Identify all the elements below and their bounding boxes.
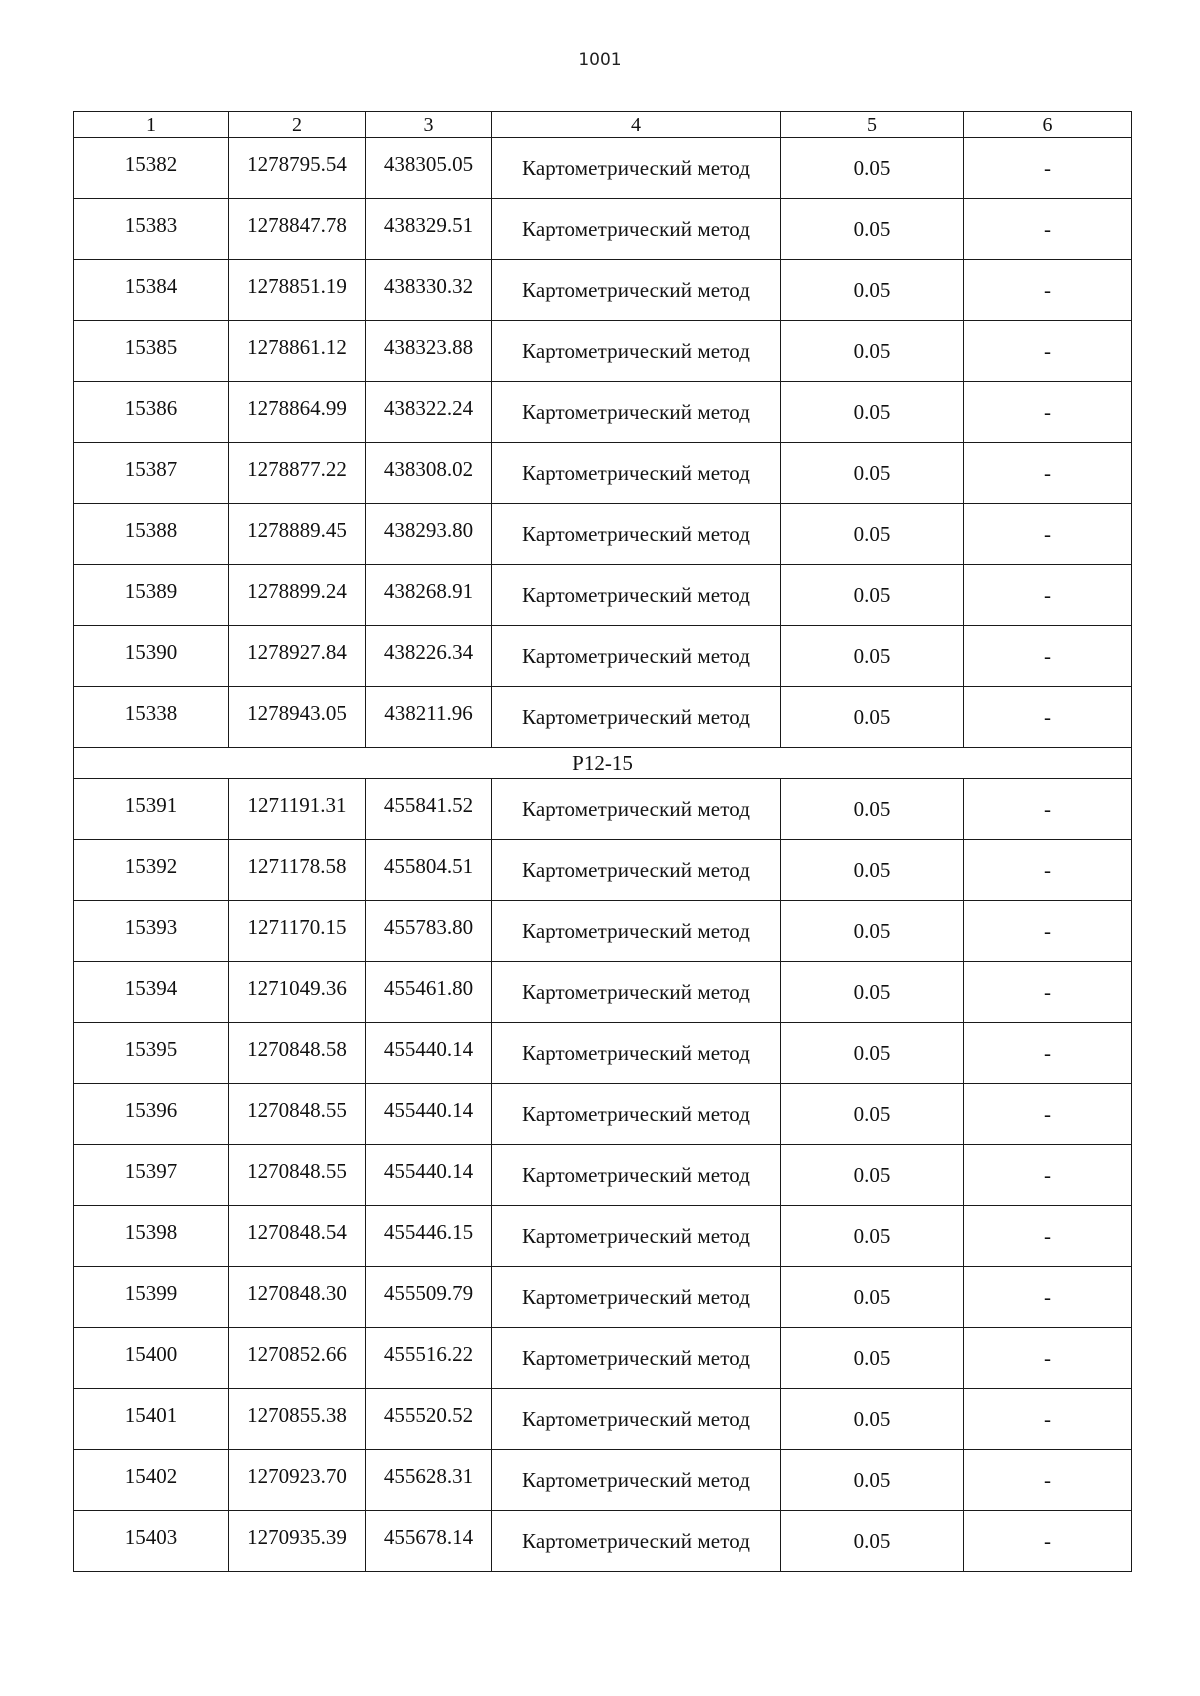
accuracy-cell: 0.05 [781,1389,964,1450]
note-cell: - [964,1206,1132,1267]
method-cell: Картометрический метод [492,443,781,504]
accuracy-cell: 0.05 [781,565,964,626]
method-cell: Картометрический метод [492,321,781,382]
note-cell: - [964,687,1132,748]
point-number-cell: 15338 [74,687,229,748]
y-coordinate-cell: 455509.79 [366,1267,492,1328]
table-row [74,901,1132,962]
accuracy-cell: 0.05 [781,199,964,260]
x-coordinate-cell: 1271191.31 [229,779,366,840]
note-cell: - [964,199,1132,260]
y-coordinate-cell: 455520.52 [366,1389,492,1450]
point-number-cell: 15391 [74,779,229,840]
x-coordinate-cell: 1270852.66 [229,1328,366,1389]
note-cell: - [964,840,1132,901]
method-cell: Картометрический метод [492,626,781,687]
y-coordinate-cell: 455440.14 [366,1084,492,1145]
accuracy-cell: 0.05 [781,382,964,443]
method-cell: Картометрический метод [492,1511,781,1572]
point-number-cell: 15389 [74,565,229,626]
accuracy-cell: 0.05 [781,1267,964,1328]
accuracy-cell: 0.05 [781,260,964,321]
column-header: 5 [781,112,964,138]
method-cell: Картометрический метод [492,962,781,1023]
point-number-cell: 15396 [74,1084,229,1145]
x-coordinate-cell: 1278847.78 [229,199,366,260]
method-cell: Картометрический метод [492,1145,781,1206]
method-cell: Картометрический метод [492,1267,781,1328]
note-cell: - [964,260,1132,321]
point-number-cell: 15386 [74,382,229,443]
accuracy-cell: 0.05 [781,901,964,962]
column-header: 4 [492,112,781,138]
y-coordinate-cell: 455440.14 [366,1145,492,1206]
table-row [74,443,1132,504]
point-number-cell: 15387 [74,443,229,504]
note-cell: - [964,504,1132,565]
method-cell: Картометрический метод [492,565,781,626]
table-row [74,260,1132,321]
y-coordinate-cell: 455678.14 [366,1511,492,1572]
note-cell: - [964,1084,1132,1145]
method-cell: Картометрический метод [492,1328,781,1389]
point-number-cell: 15394 [74,962,229,1023]
note-cell: - [964,138,1132,199]
y-coordinate-cell: 438308.02 [366,443,492,504]
point-number-cell: 15384 [74,260,229,321]
point-number-cell: 15393 [74,901,229,962]
x-coordinate-cell: 1278861.12 [229,321,366,382]
table-row [74,138,1132,199]
table-row [74,382,1132,443]
x-coordinate-cell: 1271170.15 [229,901,366,962]
point-number-cell: 15401 [74,1389,229,1450]
x-coordinate-cell: 1278889.45 [229,504,366,565]
table-row [74,840,1132,901]
x-coordinate-cell: 1278864.99 [229,382,366,443]
method-cell: Картометрический метод [492,199,781,260]
note-cell: - [964,1450,1132,1511]
table-row [74,504,1132,565]
accuracy-cell: 0.05 [781,1084,964,1145]
x-coordinate-cell: 1271178.58 [229,840,366,901]
note-cell: - [964,321,1132,382]
note-cell: - [964,443,1132,504]
y-coordinate-cell: 455516.22 [366,1328,492,1389]
accuracy-cell: 0.05 [781,138,964,199]
section-header-row [74,748,1132,779]
table-row [74,626,1132,687]
coordinates-table [73,111,1132,1572]
x-coordinate-cell: 1270923.70 [229,1450,366,1511]
table-row [74,1206,1132,1267]
y-coordinate-cell: 455804.51 [366,840,492,901]
y-coordinate-cell: 455461.80 [366,962,492,1023]
method-cell: Картометрический метод [492,138,781,199]
method-cell: Картометрический метод [492,1084,781,1145]
accuracy-cell: 0.05 [781,443,964,504]
y-coordinate-cell: 438323.88 [366,321,492,382]
method-cell: Картометрический метод [492,260,781,321]
accuracy-cell: 0.05 [781,1023,964,1084]
column-header: 2 [229,112,366,138]
section-title: Р12-15 [74,748,1132,779]
table-row [74,1511,1132,1572]
point-number-cell: 15382 [74,138,229,199]
y-coordinate-cell: 455783.80 [366,901,492,962]
note-cell: - [964,1389,1132,1450]
x-coordinate-cell: 1270848.30 [229,1267,366,1328]
x-coordinate-cell: 1270848.55 [229,1145,366,1206]
x-coordinate-cell: 1278795.54 [229,138,366,199]
x-coordinate-cell: 1278877.22 [229,443,366,504]
column-header: 1 [74,112,229,138]
method-cell: Картометрический метод [492,779,781,840]
table-body [74,112,1132,1572]
method-cell: Картометрический метод [492,1450,781,1511]
column-header: 6 [964,112,1132,138]
x-coordinate-cell: 1270855.38 [229,1389,366,1450]
column-header: 3 [366,112,492,138]
table-row [74,1145,1132,1206]
x-coordinate-cell: 1278927.84 [229,626,366,687]
table-row [74,1328,1132,1389]
point-number-cell: 15399 [74,1267,229,1328]
y-coordinate-cell: 438322.24 [366,382,492,443]
note-cell: - [964,1328,1132,1389]
accuracy-cell: 0.05 [781,779,964,840]
x-coordinate-cell: 1270935.39 [229,1511,366,1572]
method-cell: Картометрический метод [492,1206,781,1267]
note-cell: - [964,1511,1132,1572]
note-cell: - [964,1267,1132,1328]
y-coordinate-cell: 438293.80 [366,504,492,565]
table-row [74,779,1132,840]
note-cell: - [964,1145,1132,1206]
y-coordinate-cell: 455628.31 [366,1450,492,1511]
x-coordinate-cell: 1270848.58 [229,1023,366,1084]
table-row [74,1389,1132,1450]
y-coordinate-cell: 438211.96 [366,687,492,748]
accuracy-cell: 0.05 [781,840,964,901]
accuracy-cell: 0.05 [781,1328,964,1389]
accuracy-cell: 0.05 [781,504,964,565]
y-coordinate-cell: 438268.91 [366,565,492,626]
table-row [74,1267,1132,1328]
method-cell: Картометрический метод [492,687,781,748]
y-coordinate-cell: 455446.15 [366,1206,492,1267]
page-number: 1001 [578,50,622,70]
table-row [74,1084,1132,1145]
x-coordinate-cell: 1271049.36 [229,962,366,1023]
y-coordinate-cell: 455841.52 [366,779,492,840]
table-row [74,1450,1132,1511]
y-coordinate-cell: 438305.05 [366,138,492,199]
table-row [74,565,1132,626]
accuracy-cell: 0.05 [781,1145,964,1206]
point-number-cell: 15397 [74,1145,229,1206]
method-cell: Картометрический метод [492,1389,781,1450]
accuracy-cell: 0.05 [781,962,964,1023]
note-cell: - [964,565,1132,626]
table-row [74,321,1132,382]
x-coordinate-cell: 1270848.55 [229,1084,366,1145]
accuracy-cell: 0.05 [781,1511,964,1572]
x-coordinate-cell: 1270848.54 [229,1206,366,1267]
point-number-cell: 15400 [74,1328,229,1389]
point-number-cell: 15388 [74,504,229,565]
y-coordinate-cell: 438329.51 [366,199,492,260]
x-coordinate-cell: 1278899.24 [229,565,366,626]
point-number-cell: 15385 [74,321,229,382]
note-cell: - [964,1023,1132,1084]
accuracy-cell: 0.05 [781,321,964,382]
point-number-cell: 15402 [74,1450,229,1511]
method-cell: Картометрический метод [492,1023,781,1084]
method-cell: Картометрический метод [492,901,781,962]
table-row [74,962,1132,1023]
table-row [74,1023,1132,1084]
note-cell: - [964,626,1132,687]
accuracy-cell: 0.05 [781,687,964,748]
method-cell: Картометрический метод [492,840,781,901]
point-number-cell: 15392 [74,840,229,901]
note-cell: - [964,901,1132,962]
point-number-cell: 15383 [74,199,229,260]
note-cell: - [964,779,1132,840]
x-coordinate-cell: 1278851.19 [229,260,366,321]
y-coordinate-cell: 455440.14 [366,1023,492,1084]
point-number-cell: 15403 [74,1511,229,1572]
header-row [74,112,1132,138]
table-row [74,199,1132,260]
table-row [74,687,1132,748]
point-number-cell: 15398 [74,1206,229,1267]
y-coordinate-cell: 438226.34 [366,626,492,687]
method-cell: Картометрический метод [492,504,781,565]
note-cell: - [964,382,1132,443]
method-cell: Картометрический метод [492,382,781,443]
point-number-cell: 15390 [74,626,229,687]
point-number-cell: 15395 [74,1023,229,1084]
accuracy-cell: 0.05 [781,1206,964,1267]
y-coordinate-cell: 438330.32 [366,260,492,321]
x-coordinate-cell: 1278943.05 [229,687,366,748]
accuracy-cell: 0.05 [781,626,964,687]
accuracy-cell: 0.05 [781,1450,964,1511]
note-cell: - [964,962,1132,1023]
